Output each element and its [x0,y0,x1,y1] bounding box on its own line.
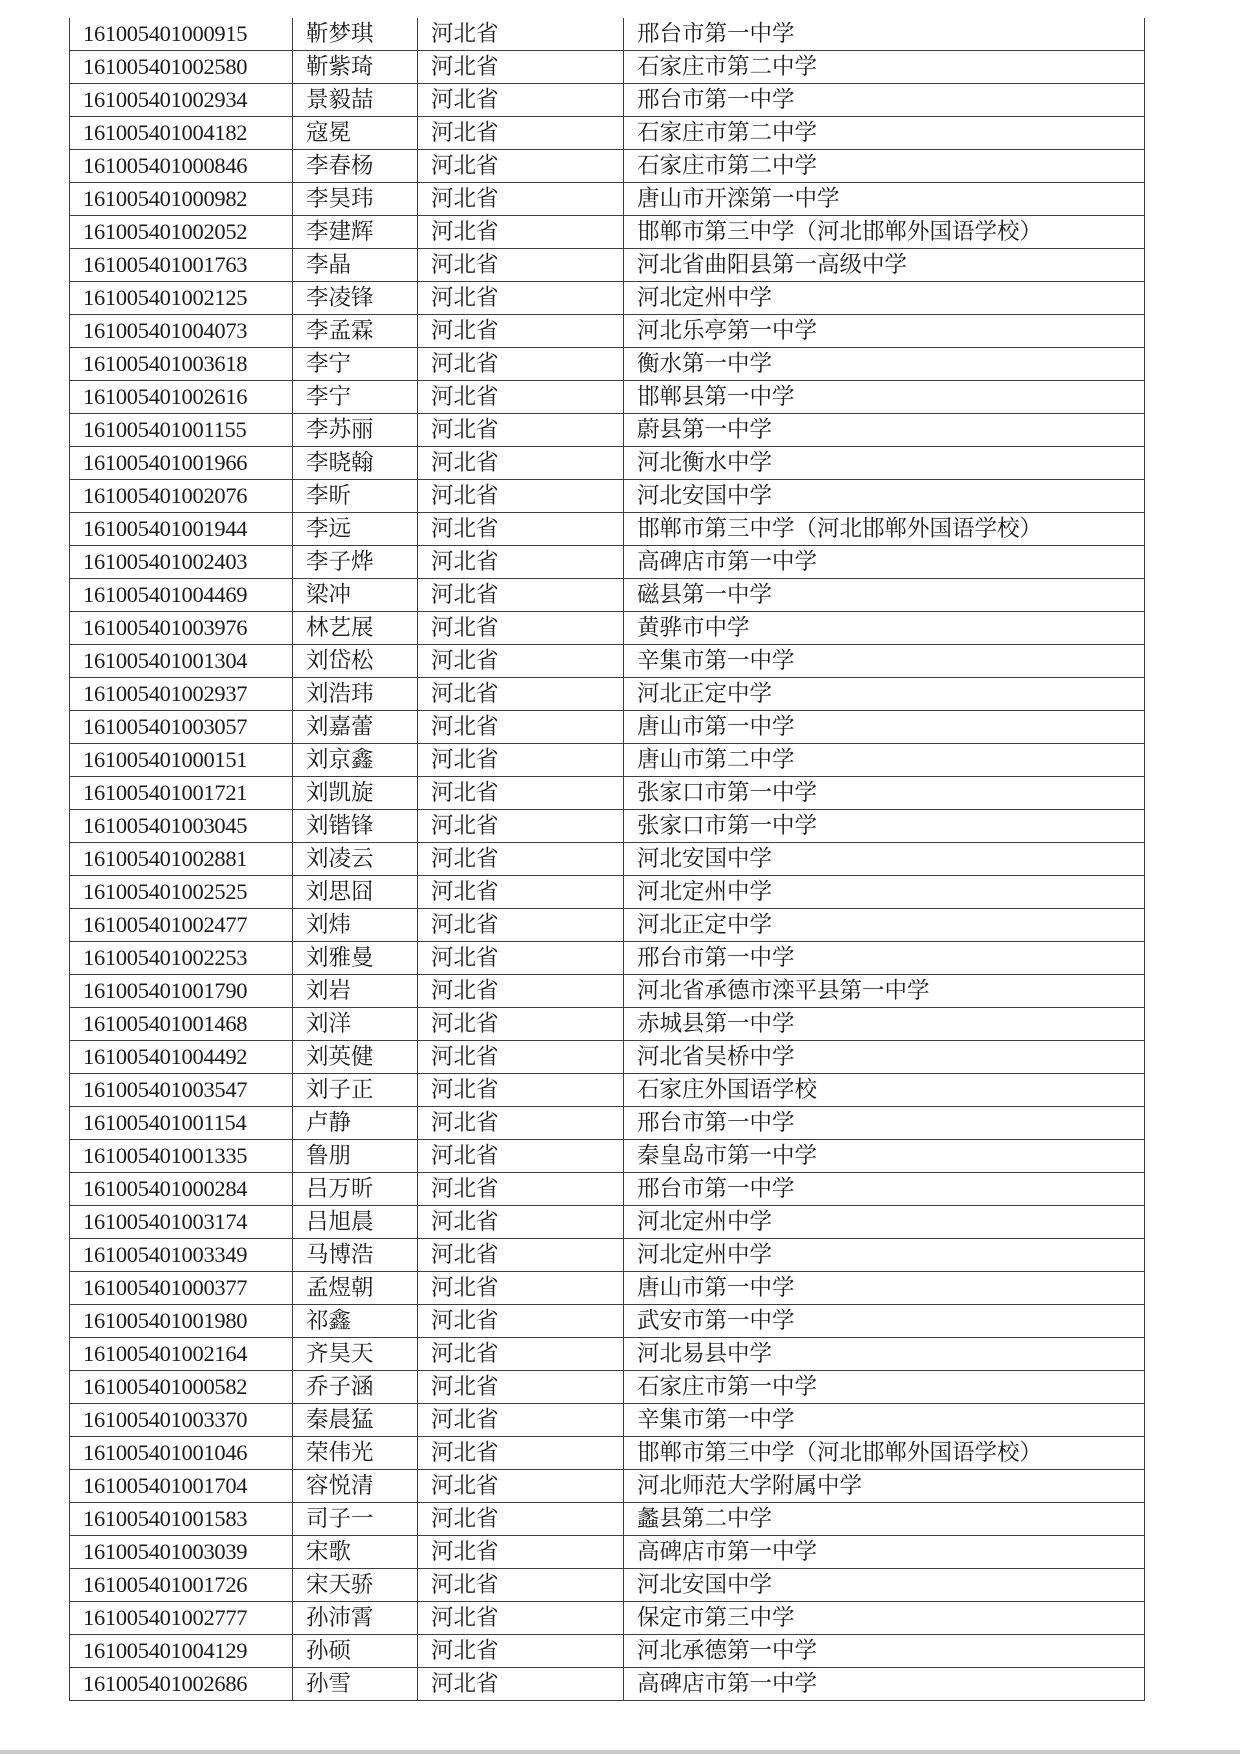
candidate-name-cell: 孙雪 [293,1668,418,1701]
candidate-name-cell: 孟煜朝 [293,1272,418,1305]
candidate-name-cell: 刘京鑫 [293,744,418,777]
roster-body [70,18,1145,1701]
candidate-id-cell: 161005401002580 [70,51,293,84]
school-cell: 邯郸市第三中学（河北邯郸外国语学校） [624,513,1145,546]
province-cell: 河北省 [418,348,624,381]
table-row [70,480,1145,513]
province-cell: 河北省 [418,1602,624,1635]
school-cell: 辛集市第一中学 [624,645,1145,678]
province-cell: 河北省 [418,1404,624,1437]
candidate-id-cell: 161005401001468 [70,1008,293,1041]
candidate-name-cell: 刘凌云 [293,843,418,876]
table-row [70,1470,1145,1503]
candidate-id-cell: 161005401002403 [70,546,293,579]
school-cell: 张家口市第一中学 [624,777,1145,810]
candidate-id-cell: 161005401000151 [70,744,293,777]
province-cell: 河北省 [418,1503,624,1536]
province-cell: 河北省 [418,1272,624,1305]
school-cell: 石家庄市第二中学 [624,51,1145,84]
school-cell: 河北定州中学 [624,876,1145,909]
candidate-id-cell: 161005401003039 [70,1536,293,1569]
school-cell: 河北易县中学 [624,1338,1145,1371]
candidate-name-cell: 李远 [293,513,418,546]
candidate-name-cell: 刘英健 [293,1041,418,1074]
school-cell: 河北承德第一中学 [624,1635,1145,1668]
school-cell: 邢台市第一中学 [624,942,1145,975]
candidate-id-cell: 161005401001966 [70,447,293,480]
candidate-name-cell: 李宁 [293,348,418,381]
table-row [70,777,1145,810]
candidate-id-cell: 161005401001304 [70,645,293,678]
candidate-name-cell: 梁冲 [293,579,418,612]
candidate-name-cell: 李宁 [293,381,418,414]
table-row [70,975,1145,1008]
province-cell: 河北省 [418,579,624,612]
province-cell: 河北省 [418,1635,624,1668]
table-row [70,513,1145,546]
table-row [70,1140,1145,1173]
candidate-id-cell: 161005401003618 [70,348,293,381]
candidate-id-cell: 161005401002076 [70,480,293,513]
table-row [70,1602,1145,1635]
candidate-name-cell: 孙硕 [293,1635,418,1668]
candidate-name-cell: 景毅喆 [293,84,418,117]
table-row [70,810,1145,843]
school-cell: 河北安国中学 [624,843,1145,876]
school-cell: 高碑店市第一中学 [624,1536,1145,1569]
candidate-id-cell: 161005401001980 [70,1305,293,1338]
candidate-name-cell: 靳紫琦 [293,51,418,84]
province-cell: 河北省 [418,1338,624,1371]
candidate-name-cell: 刘岱松 [293,645,418,678]
table-row [70,1371,1145,1404]
table-row [70,447,1145,480]
candidate-name-cell: 刘洋 [293,1008,418,1041]
school-cell: 蠡县第二中学 [624,1503,1145,1536]
province-cell: 河北省 [418,1074,624,1107]
table-row [70,942,1145,975]
province-cell: 河北省 [418,249,624,282]
province-cell: 河北省 [418,1668,624,1701]
candidate-id-cell: 161005401004129 [70,1635,293,1668]
candidate-name-cell: 司子一 [293,1503,418,1536]
province-cell: 河北省 [418,1536,624,1569]
province-cell: 河北省 [418,909,624,942]
candidate-id-cell: 161005401001335 [70,1140,293,1173]
candidate-id-cell: 161005401002477 [70,909,293,942]
table-row [70,150,1145,183]
table-row [70,1569,1145,1602]
candidate-name-cell: 李晶 [293,249,418,282]
candidate-name-cell: 乔子涵 [293,1371,418,1404]
candidate-id-cell: 161005401004492 [70,1041,293,1074]
candidate-id-cell: 161005401003045 [70,810,293,843]
candidate-name-cell: 李晓翰 [293,447,418,480]
candidate-id-cell: 161005401002616 [70,381,293,414]
candidate-name-cell: 吕旭晨 [293,1206,418,1239]
school-cell: 邢台市第一中学 [624,18,1145,51]
school-cell: 河北正定中学 [624,909,1145,942]
province-cell: 河北省 [418,1206,624,1239]
school-cell: 邢台市第一中学 [624,1173,1145,1206]
school-cell: 高碑店市第一中学 [624,546,1145,579]
candidate-id-cell: 161005401002937 [70,678,293,711]
candidate-name-cell: 李凌锋 [293,282,418,315]
candidate-name-cell: 靳梦琪 [293,18,418,51]
table-row [70,348,1145,381]
table-row [70,51,1145,84]
table-row [70,183,1145,216]
province-cell: 河北省 [418,843,624,876]
candidate-id-cell: 161005401001704 [70,1470,293,1503]
candidate-id-cell: 161005401000846 [70,150,293,183]
school-cell: 河北乐亭第一中学 [624,315,1145,348]
candidate-id-cell: 161005401001790 [70,975,293,1008]
table-row [70,612,1145,645]
table-row [70,1635,1145,1668]
province-cell: 河北省 [418,381,624,414]
province-cell: 河北省 [418,1305,624,1338]
table-row [70,1074,1145,1107]
province-cell: 河北省 [418,1107,624,1140]
school-cell: 邢台市第一中学 [624,84,1145,117]
province-cell: 河北省 [418,678,624,711]
table-row [70,1008,1145,1041]
table-row [70,1041,1145,1074]
table-row [70,1107,1145,1140]
province-cell: 河北省 [418,1008,624,1041]
table-row [70,876,1145,909]
province-cell: 河北省 [418,414,624,447]
table-row [70,843,1145,876]
candidate-id-cell: 161005401001721 [70,777,293,810]
school-cell: 邯郸市第三中学（河北邯郸外国语学校） [624,1437,1145,1470]
candidate-name-cell: 刘浩玮 [293,678,418,711]
school-cell: 河北安国中学 [624,1569,1145,1602]
candidate-name-cell: 卢静 [293,1107,418,1140]
table-row [70,1206,1145,1239]
province-cell: 河北省 [418,876,624,909]
school-cell: 黄骅市中学 [624,612,1145,645]
province-cell: 河北省 [418,282,624,315]
table-row [70,579,1145,612]
school-cell: 保定市第三中学 [624,1602,1145,1635]
table-row [70,711,1145,744]
school-cell: 河北定州中学 [624,282,1145,315]
candidate-id-cell: 161005401002777 [70,1602,293,1635]
school-cell: 辛集市第一中学 [624,1404,1145,1437]
candidate-id-cell: 161005401002686 [70,1668,293,1701]
candidate-id-cell: 161005401000377 [70,1272,293,1305]
school-cell: 河北定州中学 [624,1239,1145,1272]
candidate-id-cell: 161005401001763 [70,249,293,282]
candidate-id-cell: 161005401003174 [70,1206,293,1239]
school-cell: 张家口市第一中学 [624,810,1145,843]
province-cell: 河北省 [418,1140,624,1173]
candidate-id-cell: 161005401000284 [70,1173,293,1206]
table-row [70,1437,1145,1470]
candidate-name-cell: 刘子正 [293,1074,418,1107]
candidate-name-cell: 李孟霖 [293,315,418,348]
province-cell: 河北省 [418,1569,624,1602]
candidate-id-cell: 161005401003057 [70,711,293,744]
province-cell: 河北省 [418,1371,624,1404]
candidate-id-cell: 161005401001726 [70,1569,293,1602]
province-cell: 河北省 [418,150,624,183]
candidate-id-cell: 161005401003976 [70,612,293,645]
table-row [70,216,1145,249]
candidate-name-cell: 李昕 [293,480,418,513]
province-cell: 河北省 [418,183,624,216]
candidate-name-cell: 刘凯旋 [293,777,418,810]
table-row [70,1338,1145,1371]
province-cell: 河北省 [418,480,624,513]
roster-table [69,18,1145,1701]
table-row [70,1404,1145,1437]
school-cell: 邯郸县第一中学 [624,381,1145,414]
candidate-name-cell: 李子烨 [293,546,418,579]
candidate-id-cell: 161005401002164 [70,1338,293,1371]
table-row [70,381,1145,414]
province-cell: 河北省 [418,51,624,84]
candidate-name-cell: 李春杨 [293,150,418,183]
candidate-id-cell: 161005401000915 [70,18,293,51]
school-cell: 河北定州中学 [624,1206,1145,1239]
candidate-id-cell: 161005401000582 [70,1371,293,1404]
candidate-id-cell: 161005401002934 [70,84,293,117]
candidate-name-cell: 鲁朋 [293,1140,418,1173]
table-row [70,117,1145,150]
table-row [70,1305,1145,1338]
candidate-id-cell: 161005401001046 [70,1437,293,1470]
school-cell: 河北正定中学 [624,678,1145,711]
candidate-id-cell: 161005401002125 [70,282,293,315]
province-cell: 河北省 [418,711,624,744]
candidate-name-cell: 宋歌 [293,1536,418,1569]
school-cell: 磁县第一中学 [624,579,1145,612]
table-row [70,1536,1145,1569]
province-cell: 河北省 [418,315,624,348]
table-row [70,1272,1145,1305]
school-cell: 唐山市第一中学 [624,711,1145,744]
province-cell: 河北省 [418,1041,624,1074]
table-row [70,645,1145,678]
table-row [70,414,1145,447]
candidate-name-cell: 荣伟光 [293,1437,418,1470]
candidate-id-cell: 161005401000982 [70,183,293,216]
school-cell: 唐山市第二中学 [624,744,1145,777]
province-cell: 河北省 [418,1239,624,1272]
province-cell: 河北省 [418,777,624,810]
school-cell: 蔚县第一中学 [624,414,1145,447]
candidate-id-cell: 161005401002525 [70,876,293,909]
province-cell: 河北省 [418,1437,624,1470]
school-cell: 唐山市开滦第一中学 [624,183,1145,216]
school-cell: 河北衡水中学 [624,447,1145,480]
province-cell: 河北省 [418,447,624,480]
candidate-name-cell: 刘雅曼 [293,942,418,975]
candidate-id-cell: 161005401002253 [70,942,293,975]
table-row [70,315,1145,348]
school-cell: 唐山市第一中学 [624,1272,1145,1305]
candidate-name-cell: 祁鑫 [293,1305,418,1338]
province-cell: 河北省 [418,84,624,117]
province-cell: 河北省 [418,975,624,1008]
candidate-id-cell: 161005401002881 [70,843,293,876]
table-row [70,84,1145,117]
table-row [70,678,1145,711]
candidate-id-cell: 161005401001944 [70,513,293,546]
school-cell: 高碑店市第一中学 [624,1668,1145,1701]
candidate-id-cell: 161005401004182 [70,117,293,150]
province-cell: 河北省 [418,117,624,150]
candidate-name-cell: 容悦清 [293,1470,418,1503]
school-cell: 武安市第一中学 [624,1305,1145,1338]
school-cell: 河北师范大学附属中学 [624,1470,1145,1503]
candidate-name-cell: 李昊玮 [293,183,418,216]
candidate-name-cell: 刘嘉蕾 [293,711,418,744]
candidate-id-cell: 161005401003349 [70,1239,293,1272]
candidate-name-cell: 刘锴锋 [293,810,418,843]
province-cell: 河北省 [418,645,624,678]
school-cell: 秦皇岛市第一中学 [624,1140,1145,1173]
table-row [70,18,1145,51]
page-bottom-edge [0,1750,1240,1754]
candidate-name-cell: 秦晨猛 [293,1404,418,1437]
candidate-id-cell: 161005401003370 [70,1404,293,1437]
candidate-name-cell: 刘岩 [293,975,418,1008]
candidate-name-cell: 寇冕 [293,117,418,150]
province-cell: 河北省 [418,612,624,645]
table-row [70,546,1145,579]
candidate-id-cell: 161005401001154 [70,1107,293,1140]
candidate-name-cell: 刘炜 [293,909,418,942]
table-row [70,1503,1145,1536]
candidate-name-cell: 马博浩 [293,1239,418,1272]
province-cell: 河北省 [418,546,624,579]
candidate-id-cell: 161005401003547 [70,1074,293,1107]
school-cell: 石家庄市第二中学 [624,117,1145,150]
school-cell: 河北省曲阳县第一高级中学 [624,249,1145,282]
province-cell: 河北省 [418,942,624,975]
candidate-id-cell: 161005401004469 [70,579,293,612]
candidate-id-cell: 161005401001155 [70,414,293,447]
candidate-id-cell: 161005401002052 [70,216,293,249]
school-cell: 河北安国中学 [624,480,1145,513]
table-row [70,282,1145,315]
candidate-name-cell: 宋天骄 [293,1569,418,1602]
school-cell: 石家庄外国语学校 [624,1074,1145,1107]
province-cell: 河北省 [418,216,624,249]
school-cell: 衡水第一中学 [624,348,1145,381]
candidate-name-cell: 李苏丽 [293,414,418,447]
school-cell: 邢台市第一中学 [624,1107,1145,1140]
candidate-id-cell: 161005401001583 [70,1503,293,1536]
province-cell: 河北省 [418,513,624,546]
province-cell: 河北省 [418,1173,624,1206]
table-row [70,1668,1145,1701]
candidate-name-cell: 孙沛霄 [293,1602,418,1635]
province-cell: 河北省 [418,1470,624,1503]
candidate-id-cell: 161005401004073 [70,315,293,348]
province-cell: 河北省 [418,18,624,51]
candidate-name-cell: 刘思囧 [293,876,418,909]
table-row [70,744,1145,777]
table-row [70,1239,1145,1272]
candidate-name-cell: 吕万昕 [293,1173,418,1206]
candidate-name-cell: 林艺展 [293,612,418,645]
table-row [70,249,1145,282]
school-cell: 河北省吴桥中学 [624,1041,1145,1074]
school-cell: 河北省承德市滦平县第一中学 [624,975,1145,1008]
candidate-name-cell: 齐昊天 [293,1338,418,1371]
candidate-name-cell: 李建辉 [293,216,418,249]
table-row [70,1173,1145,1206]
province-cell: 河北省 [418,810,624,843]
school-cell: 石家庄市第一中学 [624,1371,1145,1404]
school-cell: 邯郸市第三中学（河北邯郸外国语学校） [624,216,1145,249]
school-cell: 石家庄市第二中学 [624,150,1145,183]
table-row [70,909,1145,942]
school-cell: 赤城县第一中学 [624,1008,1145,1041]
province-cell: 河北省 [418,744,624,777]
